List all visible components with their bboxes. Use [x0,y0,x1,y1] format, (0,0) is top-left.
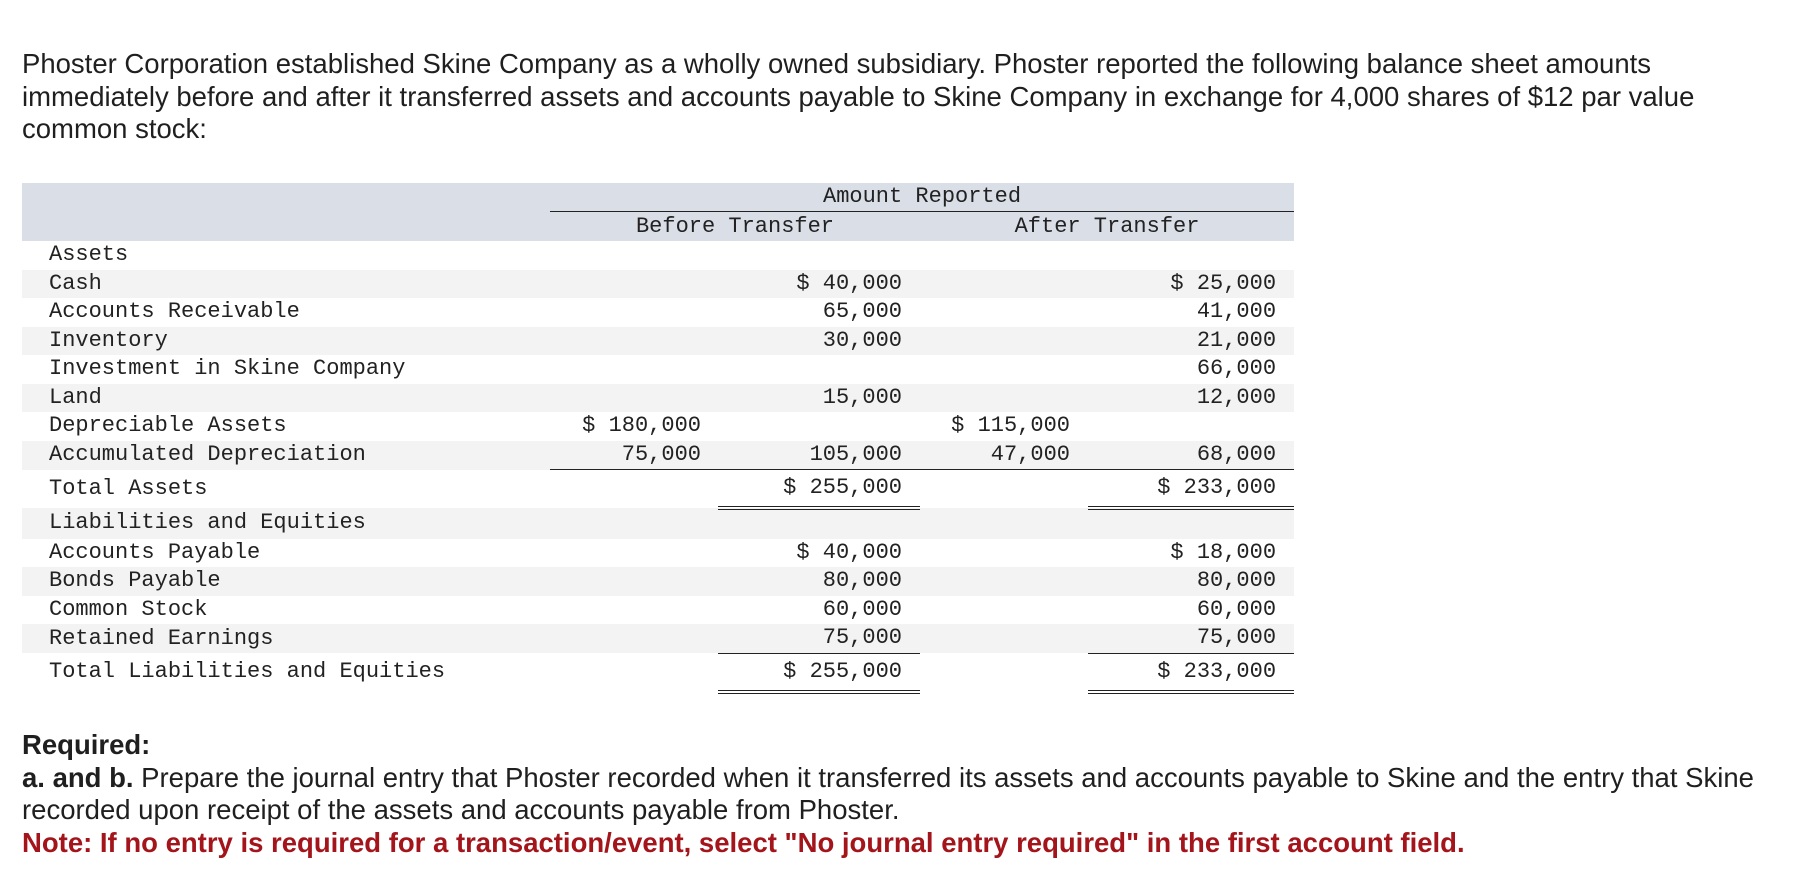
after-value: $ 18,000 [1170,539,1277,565]
table-row [22,355,1294,384]
after-transfer-header: After Transfer [920,212,1294,242]
table-row [22,539,1294,568]
before-value: 105,000 [718,441,920,470]
before-value: 30,000 [718,327,920,356]
row-label: Accounts Payable [49,539,261,565]
before-total: $ 255,000 [718,653,920,692]
before-value: 75,000 [718,624,920,653]
row-label: Total Assets [49,475,208,501]
before-total: $ 255,000 [718,470,920,509]
table-header-row-columns [22,212,1294,242]
after-subvalue: $ 115,000 [951,413,1070,439]
row-label: Common Stock [49,596,208,622]
before-value: 80,000 [718,567,920,596]
after-value: 60,000 [1196,596,1277,622]
part-label: a. and b. [22,761,134,793]
after-subvalue: 47,000 [920,441,1088,470]
problem-intro: Phoster Corporation established Skine Company as a wholly owned subsidiary. Phoster reported the following balance sheet amounts immediately before and after it transferred assets and accounts payable to Skine Company in exchange for 4,000 shares of $12 par value common stock: [22,48,1695,144]
after-total: $ 233,000 [1088,653,1294,692]
before-transfer-header: Before Transfer [550,212,920,242]
row-label: Accumulated Depreciation [22,441,550,470]
row-label: Depreciable Assets [49,413,287,439]
required-heading: Required: [22,729,151,760]
amount-reported-header: Amount Reported [550,183,1294,212]
instruction-text: Prepare the journal entry that Phoster recorded when it transferred its assets and accounts payable to Skine and the entry that Skine recorded upon receipt of the assets and accounts payable from Phoster. [22,761,1754,825]
row-label: Total Liabilities and Equities [49,659,446,685]
table-row [22,412,1294,441]
after-value: $ 25,000 [1088,270,1294,299]
liabilities-heading: Liabilities and Equities [22,508,550,539]
row-label: Investment in Skine Company [49,356,406,382]
row-label: Inventory [22,327,550,356]
row-label: Accounts Receivable [49,299,300,325]
table-row [22,241,1294,270]
after-value: 12,000 [1088,384,1294,413]
table-row [22,567,1294,596]
required-instruction [22,762,1762,827]
table-row [22,384,1294,413]
table-row [22,508,1294,539]
row-label: Retained Earnings [22,624,550,653]
table-row [22,327,1294,356]
before-value: 60,000 [822,596,902,622]
table-row [22,298,1294,327]
before-value: $ 40,000 [718,270,920,299]
before-value [718,355,920,384]
table-row [22,624,1294,653]
before-subvalue: $ 180,000 [582,413,701,439]
after-value: 68,000 [1088,441,1294,470]
before-value: $ 40,000 [796,539,902,565]
after-value: 75,000 [1088,624,1294,653]
after-value: 80,000 [1088,567,1294,596]
table-row [22,470,1294,509]
after-value: 41,000 [1196,299,1277,325]
table-row [22,596,1294,625]
row-label: Bonds Payable [22,567,550,596]
required-section [22,729,1762,859]
before-value: 15,000 [718,384,920,413]
balance-sheet-table [22,183,1294,694]
after-value: 21,000 [1088,327,1294,356]
assets-heading: Assets [49,242,129,268]
before-value: 65,000 [822,299,902,325]
row-label: Cash [22,270,550,299]
after-value: 66,000 [1196,356,1277,382]
required-note: Note: If no entry is required for a transaction/event, select "No journal entry required" in the first account field. [22,826,1465,858]
table-row [22,270,1294,299]
after-total: $ 233,000 [1088,470,1294,509]
table-header-row-group [22,183,1294,212]
row-label: Land [22,384,550,413]
table-row [22,441,1294,470]
before-subvalue: 75,000 [550,441,718,470]
table-row [22,653,1294,692]
